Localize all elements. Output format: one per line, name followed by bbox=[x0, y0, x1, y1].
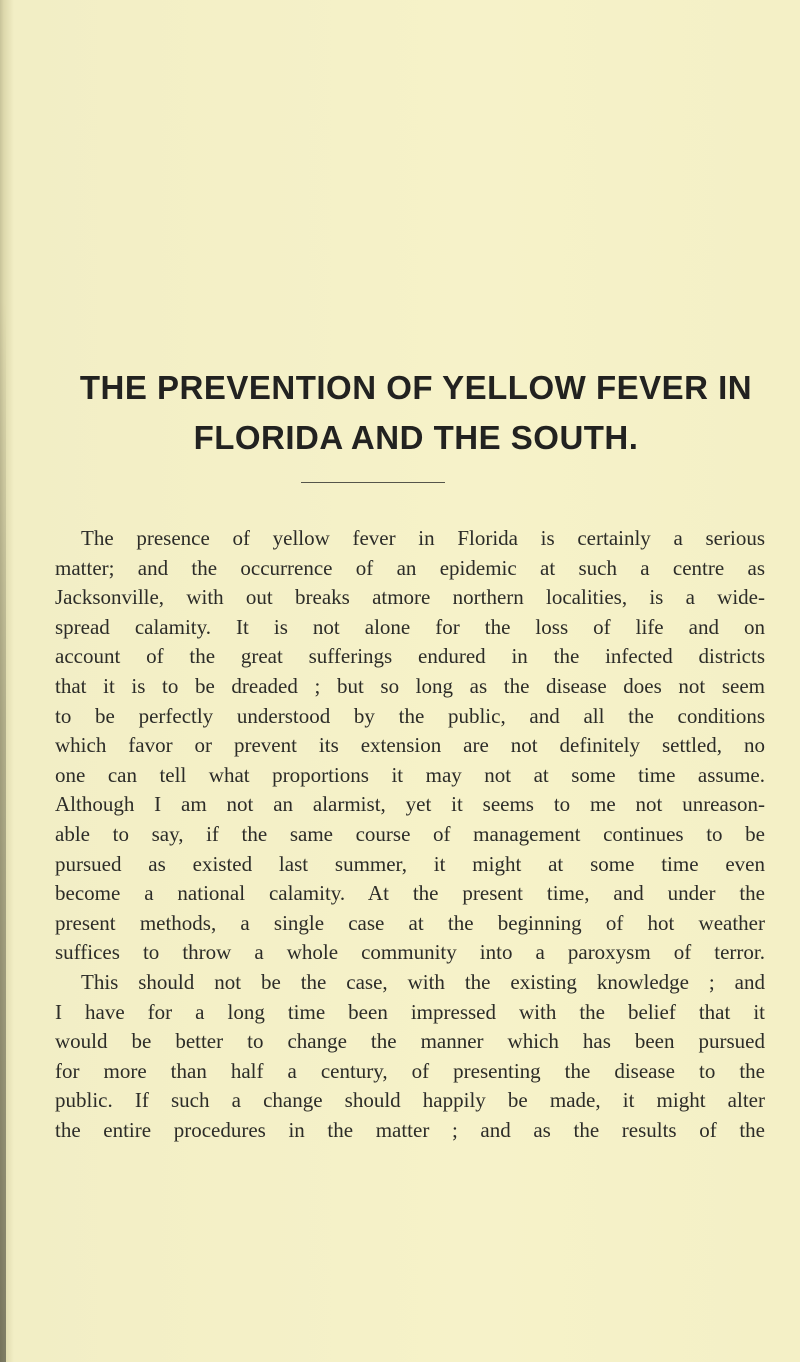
text-line: present methods, a single case at the beginning of hot weather bbox=[55, 910, 765, 935]
text-line: matter; and the occurrence of an epidemic at such a centre as bbox=[55, 555, 765, 580]
text-line: which favor or prevent its extension are not definitely settled, no bbox=[55, 733, 765, 758]
text-line: would be better to change the manner which has been pursued bbox=[55, 1029, 765, 1054]
text-line: spread calamity. It is not alone for the loss of life and on bbox=[55, 614, 765, 639]
title-divider-rule bbox=[301, 482, 445, 483]
text-line: public. If such a change should happily be made, it might alter bbox=[55, 1088, 765, 1113]
text-line: to be perfectly understood by the public, and all the conditions bbox=[55, 703, 765, 728]
text-line: the entire procedures in the matter ; and as the results of the bbox=[55, 1117, 765, 1142]
text-line: become a national calamity. At the present time, and under the bbox=[55, 881, 765, 906]
text-line: Although I am not an alarmist, yet it seems to me not unreason- bbox=[55, 792, 765, 817]
text-line: Jacksonville, with out breaks atmore northern localities, is a wide- bbox=[55, 585, 765, 610]
text-line: account of the great sufferings endured in the infected districts bbox=[55, 644, 765, 669]
text-line: that it is to be dreaded ; but so long as the disease does not seem bbox=[55, 673, 765, 698]
text-line: The presence of yellow fever in Florida is certainly a serious bbox=[81, 526, 765, 550]
text-line: able to say, if the same course of management continues to be bbox=[55, 821, 765, 846]
text-line: This should not be the case, with the existing knowledge ; and bbox=[81, 969, 765, 994]
page-binding-edge bbox=[0, 300, 6, 1362]
text-line: one can tell what proportions it may not at some time assume. bbox=[55, 762, 765, 787]
text-line: I have for a long time been impressed with the belief that it bbox=[55, 999, 765, 1024]
text-line: for more than half a century, of presenting the disease to the bbox=[55, 1058, 765, 1083]
body-paragraphs bbox=[55, 524, 765, 1145]
text-line: suffices to throw a whole community into a paroxysm of terror. bbox=[55, 940, 765, 965]
document-title-line-1: THE PREVENTION OF YELLOW FEVER IN bbox=[79, 369, 753, 406]
document-title-line-2: FLORIDA AND THE SOUTH. bbox=[193, 419, 639, 456]
text-line: pursued as existed last summer, it might at some time even bbox=[55, 851, 765, 876]
